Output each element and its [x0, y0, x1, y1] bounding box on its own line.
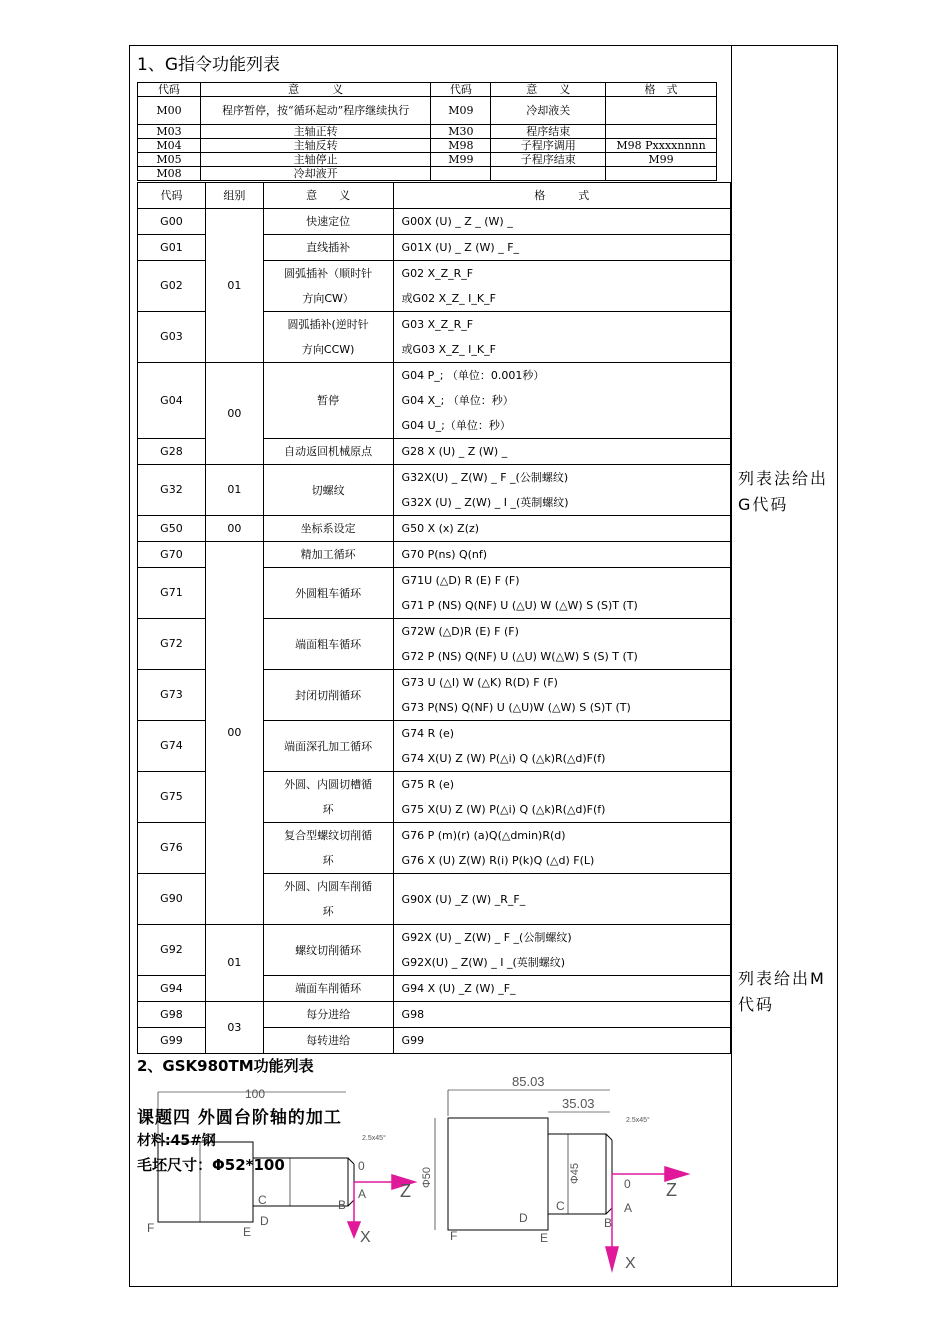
m-cell: 程序暂停，按“循环起动”程序继续执行 — [200, 97, 431, 125]
g-code-cell: G90 — [138, 874, 206, 925]
g-format-cell — [393, 516, 730, 542]
g-meaning-cell — [263, 721, 393, 772]
g-meaning-line: 圆弧插补(逆时针 — [287, 318, 369, 331]
g-meaning-line: 自动返回机械原点 — [284, 445, 373, 458]
table-row — [138, 153, 717, 167]
g-code-table — [137, 182, 731, 1054]
g-table-header — [138, 183, 731, 209]
g-meaning-cell — [263, 1028, 393, 1054]
g-format-cell — [393, 976, 730, 1002]
g-format-cell — [393, 465, 730, 516]
g-format-line: G73 U (△I) W (△K) R(D) F (F) — [401, 676, 558, 689]
g-format-line: G92X (U) _ Z(W) _ F _(公制螺纹) — [401, 931, 572, 944]
g-format-cell — [393, 823, 730, 874]
g-meaning-line: 圆弧插补（顺时针 — [284, 267, 373, 280]
g-group-cell: 00 — [205, 516, 263, 542]
g-meaning-cell — [263, 261, 393, 312]
g-format-cell — [393, 619, 730, 670]
g-code-cell: G72 — [138, 619, 206, 670]
table-row — [138, 209, 731, 235]
g-meaning-line: 环 — [322, 854, 334, 867]
g-format-line: G72 P (NS) Q(NF) U (△U) W(△W) S (S) T (T) — [401, 650, 638, 663]
table-row — [138, 125, 717, 139]
right-shaft-big — [448, 1118, 548, 1230]
g-meaning-cell — [263, 312, 393, 363]
g-meaning-line: 快速定位 — [306, 215, 351, 228]
g-format-line: G03 X_Z_R_F — [401, 318, 474, 331]
right-pt-b: B — [604, 1216, 613, 1230]
g-meaning-line: 外圆、内圆车削循 — [284, 880, 373, 893]
g-format-line: G04 P_; （单位：0.001秒） — [401, 369, 545, 382]
g-group-cell: 01 — [205, 209, 263, 363]
g-format-cell — [393, 1028, 730, 1054]
left-x-label: X — [360, 1229, 371, 1246]
m-cell: M08 — [138, 167, 201, 181]
g-format-line: G94 X (U) _Z (W) _F_ — [401, 982, 516, 995]
g-format-cell — [393, 1002, 730, 1028]
m-cell — [606, 97, 717, 125]
g-code-cell: G01 — [138, 235, 206, 261]
g-meaning-cell — [263, 439, 393, 465]
g-code-cell: G76 — [138, 823, 206, 874]
g-header-cell: 意 义 — [263, 183, 393, 209]
g-format-line: G90X (U) _Z (W) _R_F_ — [401, 892, 526, 906]
m-cell: 子程序调用 — [491, 139, 606, 153]
m-header-format: 格 式 — [606, 83, 717, 97]
table-row — [138, 925, 731, 976]
g-format-line: G74 X(U) Z (W) P(△i) Q (△k)R(△d)F(f) — [401, 752, 606, 765]
g-format-cell — [393, 261, 730, 312]
g-header-cell: 组别 — [205, 183, 263, 209]
g-format-line: G73 P(NS) Q(NF) U (△U)W (△W) S (S)T (T) — [401, 701, 631, 714]
g-group-cell: 01 — [205, 925, 263, 1002]
g-meaning-line: 端面粗车循环 — [295, 637, 362, 651]
g-format-cell — [393, 209, 730, 235]
g-meaning-line: 每转进给 — [306, 1034, 351, 1047]
g-meaning-cell — [263, 516, 393, 542]
g-meaning-line: 外圆粗车循环 — [295, 586, 362, 600]
left-x-arrow — [348, 1222, 360, 1237]
m-header-meaning2: 意 义 — [491, 83, 606, 97]
g-meaning-cell — [263, 925, 393, 976]
section1-title: 1、G指令功能列表 — [137, 55, 280, 75]
side-note-g: 列表法给出G代码 — [738, 469, 829, 514]
g-meaning-line: 精加工循环 — [300, 548, 356, 561]
g-format-line: G74 R (e) — [401, 727, 455, 740]
table-row — [138, 516, 731, 542]
g-meaning-line: 复合型螺纹切削循 — [284, 829, 373, 842]
m-cell: M04 — [138, 139, 201, 153]
g-code-cell: G75 — [138, 772, 206, 823]
m-cell: 主轴正转 — [200, 125, 431, 139]
m-cell — [491, 167, 606, 181]
g-meaning-cell — [263, 1002, 393, 1028]
g-meaning-line: 封闭切削循环 — [295, 688, 362, 702]
m-cell: M05 — [138, 153, 201, 167]
g-meaning-line: 环 — [322, 905, 334, 918]
course-material: 材料:45#钢 — [137, 1133, 216, 1149]
right-pt-f: F — [450, 1229, 458, 1243]
g-code-cell: G94 — [138, 976, 206, 1002]
g-code-cell: G03 — [138, 312, 206, 363]
left-pt-d: D — [260, 1214, 269, 1228]
g-format-line: G70 P(ns) Q(nf) — [401, 548, 488, 561]
column-divider — [731, 45, 732, 1287]
m-header-code: 代码 — [138, 83, 201, 97]
g-format-line: G32X(U) _ Z(W) _ F _(公制螺纹) — [401, 471, 569, 484]
g-meaning-line: 切螺纹 — [311, 483, 345, 497]
g-meaning-cell — [263, 568, 393, 619]
left-dim-length: 100 — [245, 1087, 266, 1101]
right-dim-step: 35.03 — [562, 1096, 595, 1111]
m-cell — [606, 167, 717, 181]
g-format-cell — [393, 568, 730, 619]
g-meaning-line: 外圆、内圆切槽循 — [284, 778, 373, 791]
g-meaning-line: 端面深孔加工循环 — [284, 739, 373, 753]
g-format-cell — [393, 312, 730, 363]
g-meaning-cell — [263, 976, 393, 1002]
g-code-cell: G02 — [138, 261, 206, 312]
g-meaning-cell — [263, 542, 393, 568]
g-meaning-line: 直线插补 — [306, 241, 351, 254]
g-format-line: G04 X_; （单位：秒） — [401, 394, 514, 407]
g-format-line: G02 X_Z_R_F — [401, 267, 474, 280]
g-format-cell — [393, 235, 730, 261]
m-cell: M09 — [431, 97, 491, 125]
g-meaning-line: 方向CCW) — [301, 343, 355, 356]
g-format-cell — [393, 925, 730, 976]
right-pt-a: A — [624, 1201, 633, 1215]
side-note-m: 列表给出M代码 — [738, 969, 826, 1014]
g-format-cell — [393, 772, 730, 823]
m-table-header — [138, 83, 717, 97]
left-pt-f: F — [147, 1221, 155, 1235]
g-code-cell: G32 — [138, 465, 206, 516]
g-code-cell: G00 — [138, 209, 206, 235]
m-cell: 主轴停止 — [200, 153, 431, 167]
g-meaning-cell — [263, 874, 393, 925]
m-cell — [606, 125, 717, 139]
m-cell: 程序结束 — [491, 125, 606, 139]
g-format-cell — [393, 670, 730, 721]
g-format-line: G04 U_;（单位：秒） — [401, 419, 511, 432]
g-meaning-cell — [263, 772, 393, 823]
g-format-line: G50 X (x) Z(z) — [401, 522, 480, 535]
course-title: 课题四 外圆台阶轴的加工 — [137, 1108, 342, 1128]
m-cell — [431, 167, 491, 181]
g-code-cell: G70 — [138, 542, 206, 568]
m-cell: M98 — [431, 139, 491, 153]
g-format-line: G76 P (m)(r) (a)Q(△dmin)R(d) — [401, 829, 566, 842]
g-code-cell: G04 — [138, 363, 206, 439]
left-pt-a: A — [358, 1187, 367, 1201]
left-z-label: Z — [400, 1181, 411, 1201]
g-group-cell: 03 — [205, 1002, 263, 1054]
g-meaning-line: 暂停 — [317, 394, 340, 407]
m-cell: M98 Pxxxxnnnn — [606, 139, 717, 153]
g-format-line: G71U (△D) R (E) F (F) — [401, 574, 520, 587]
g-meaning-cell — [263, 823, 393, 874]
g-format-cell — [393, 542, 730, 568]
right-z-arrow — [665, 1167, 688, 1181]
g-format-line: G75 R (e) — [401, 778, 455, 791]
m-header-meaning: 意 义 — [200, 83, 431, 97]
table-row — [138, 97, 717, 125]
table-row — [138, 363, 731, 439]
right-z-label: Z — [666, 1180, 677, 1200]
right-dia-small: Φ45 — [569, 1162, 581, 1184]
right-chamfer-label: 2.5x45° — [626, 1117, 650, 1124]
m-cell: 冷却液开 — [200, 167, 431, 181]
table-row — [138, 542, 731, 568]
g-format-line: 或G03 X_Z_ I_K_F — [401, 343, 496, 356]
g-code-cell: G73 — [138, 670, 206, 721]
g-meaning-cell — [263, 363, 393, 439]
g-meaning-line: 方向CW） — [302, 292, 354, 305]
m-header-code2: 代码 — [431, 83, 491, 97]
g-format-line: 或G02 X_Z_ I_K_F — [401, 292, 496, 305]
g-format-line: G71 P (NS) Q(NF) U (△U) W (△W) S (S)T (T) — [401, 599, 638, 612]
g-meaning-line: 端面车削循环 — [295, 982, 362, 995]
g-meaning-line: 环 — [322, 803, 334, 816]
g-format-line: G32X (U) _ Z(W) _ I _(英制螺纹) — [401, 496, 569, 509]
m-cell: M99 — [431, 153, 491, 167]
g-meaning-line: 每分进给 — [306, 1008, 351, 1021]
right-dia-big: Φ50 — [421, 1166, 433, 1188]
left-pt-c: C — [258, 1193, 267, 1207]
m-cell: 冷却液关 — [491, 97, 606, 125]
m-code-table — [137, 82, 717, 181]
left-pt-b: B — [338, 1198, 347, 1212]
right-dim-total: 85.03 — [512, 1074, 545, 1089]
g-meaning-line: 螺纹切削循环 — [295, 943, 362, 957]
g-group-cell: 01 — [205, 465, 263, 516]
m-cell: M00 — [138, 97, 201, 125]
g-code-cell: G50 — [138, 516, 206, 542]
g-code-cell: G98 — [138, 1002, 206, 1028]
right-x-label: X — [625, 1255, 636, 1272]
section2-title: 2、GSK980TM功能列表 — [137, 1057, 314, 1075]
m-cell: M99 — [606, 153, 717, 167]
g-format-cell — [393, 363, 730, 439]
g-group-cell: 00 — [205, 363, 263, 465]
g-format-line: G99 — [401, 1034, 425, 1047]
g-format-line: G28 X (U) _ Z (W) _ — [401, 445, 508, 458]
table-row — [138, 167, 717, 181]
table-row — [138, 1002, 731, 1028]
right-pt-d: D — [519, 1211, 528, 1225]
left-chamfer-label: 2.5x45° — [362, 1135, 386, 1142]
g-format-line: G00X (U) _ Z _ (W) _ — [401, 215, 513, 228]
m-cell: M30 — [431, 125, 491, 139]
g-code-cell: G92 — [138, 925, 206, 976]
g-code-cell: G28 — [138, 439, 206, 465]
g-format-line: G01X (U) _ Z (W) _ F_ — [401, 241, 520, 254]
table-row — [138, 139, 717, 153]
g-header-cell: 代码 — [138, 183, 206, 209]
g-format-line: G98 — [401, 1008, 425, 1021]
g-format-cell — [393, 874, 730, 925]
g-meaning-cell — [263, 235, 393, 261]
g-code-cell: G99 — [138, 1028, 206, 1054]
g-format-line: G76 X (U) Z(W) R(i) P(k)Q (△d) F(L) — [401, 854, 595, 867]
m-cell: 主轴反转 — [200, 139, 431, 153]
left-origin: 0 — [358, 1159, 365, 1173]
g-header-cell: 格 式 — [393, 183, 730, 209]
right-x-arrow — [606, 1247, 618, 1270]
g-meaning-line: 坐标系设定 — [300, 522, 356, 535]
g-format-line: G92X(U) _ Z(W) _ I _(英制螺纹) — [401, 956, 566, 969]
right-origin: 0 — [624, 1177, 631, 1191]
g-format-line: G72W (△D)R (E) F (F) — [401, 625, 519, 638]
m-cell: M03 — [138, 125, 201, 139]
course-blank-size: 毛坯尺寸：Φ52*100 — [137, 1156, 285, 1174]
g-meaning-cell — [263, 670, 393, 721]
g-meaning-cell — [263, 209, 393, 235]
g-group-cell: 00 — [205, 542, 263, 925]
g-meaning-cell — [263, 619, 393, 670]
g-format-line: G75 X(U) Z (W) P(△i) Q (△k)R(△d)F(f) — [401, 803, 606, 816]
g-code-cell: G71 — [138, 568, 206, 619]
g-format-cell — [393, 439, 730, 465]
right-pt-c: C — [556, 1199, 565, 1213]
g-code-cell: G74 — [138, 721, 206, 772]
g-meaning-cell — [263, 465, 393, 516]
right-pt-e: E — [540, 1231, 549, 1245]
left-pt-e: E — [243, 1225, 252, 1239]
table-row — [138, 465, 731, 516]
g-format-cell — [393, 721, 730, 772]
m-cell: 子程序结束 — [491, 153, 606, 167]
